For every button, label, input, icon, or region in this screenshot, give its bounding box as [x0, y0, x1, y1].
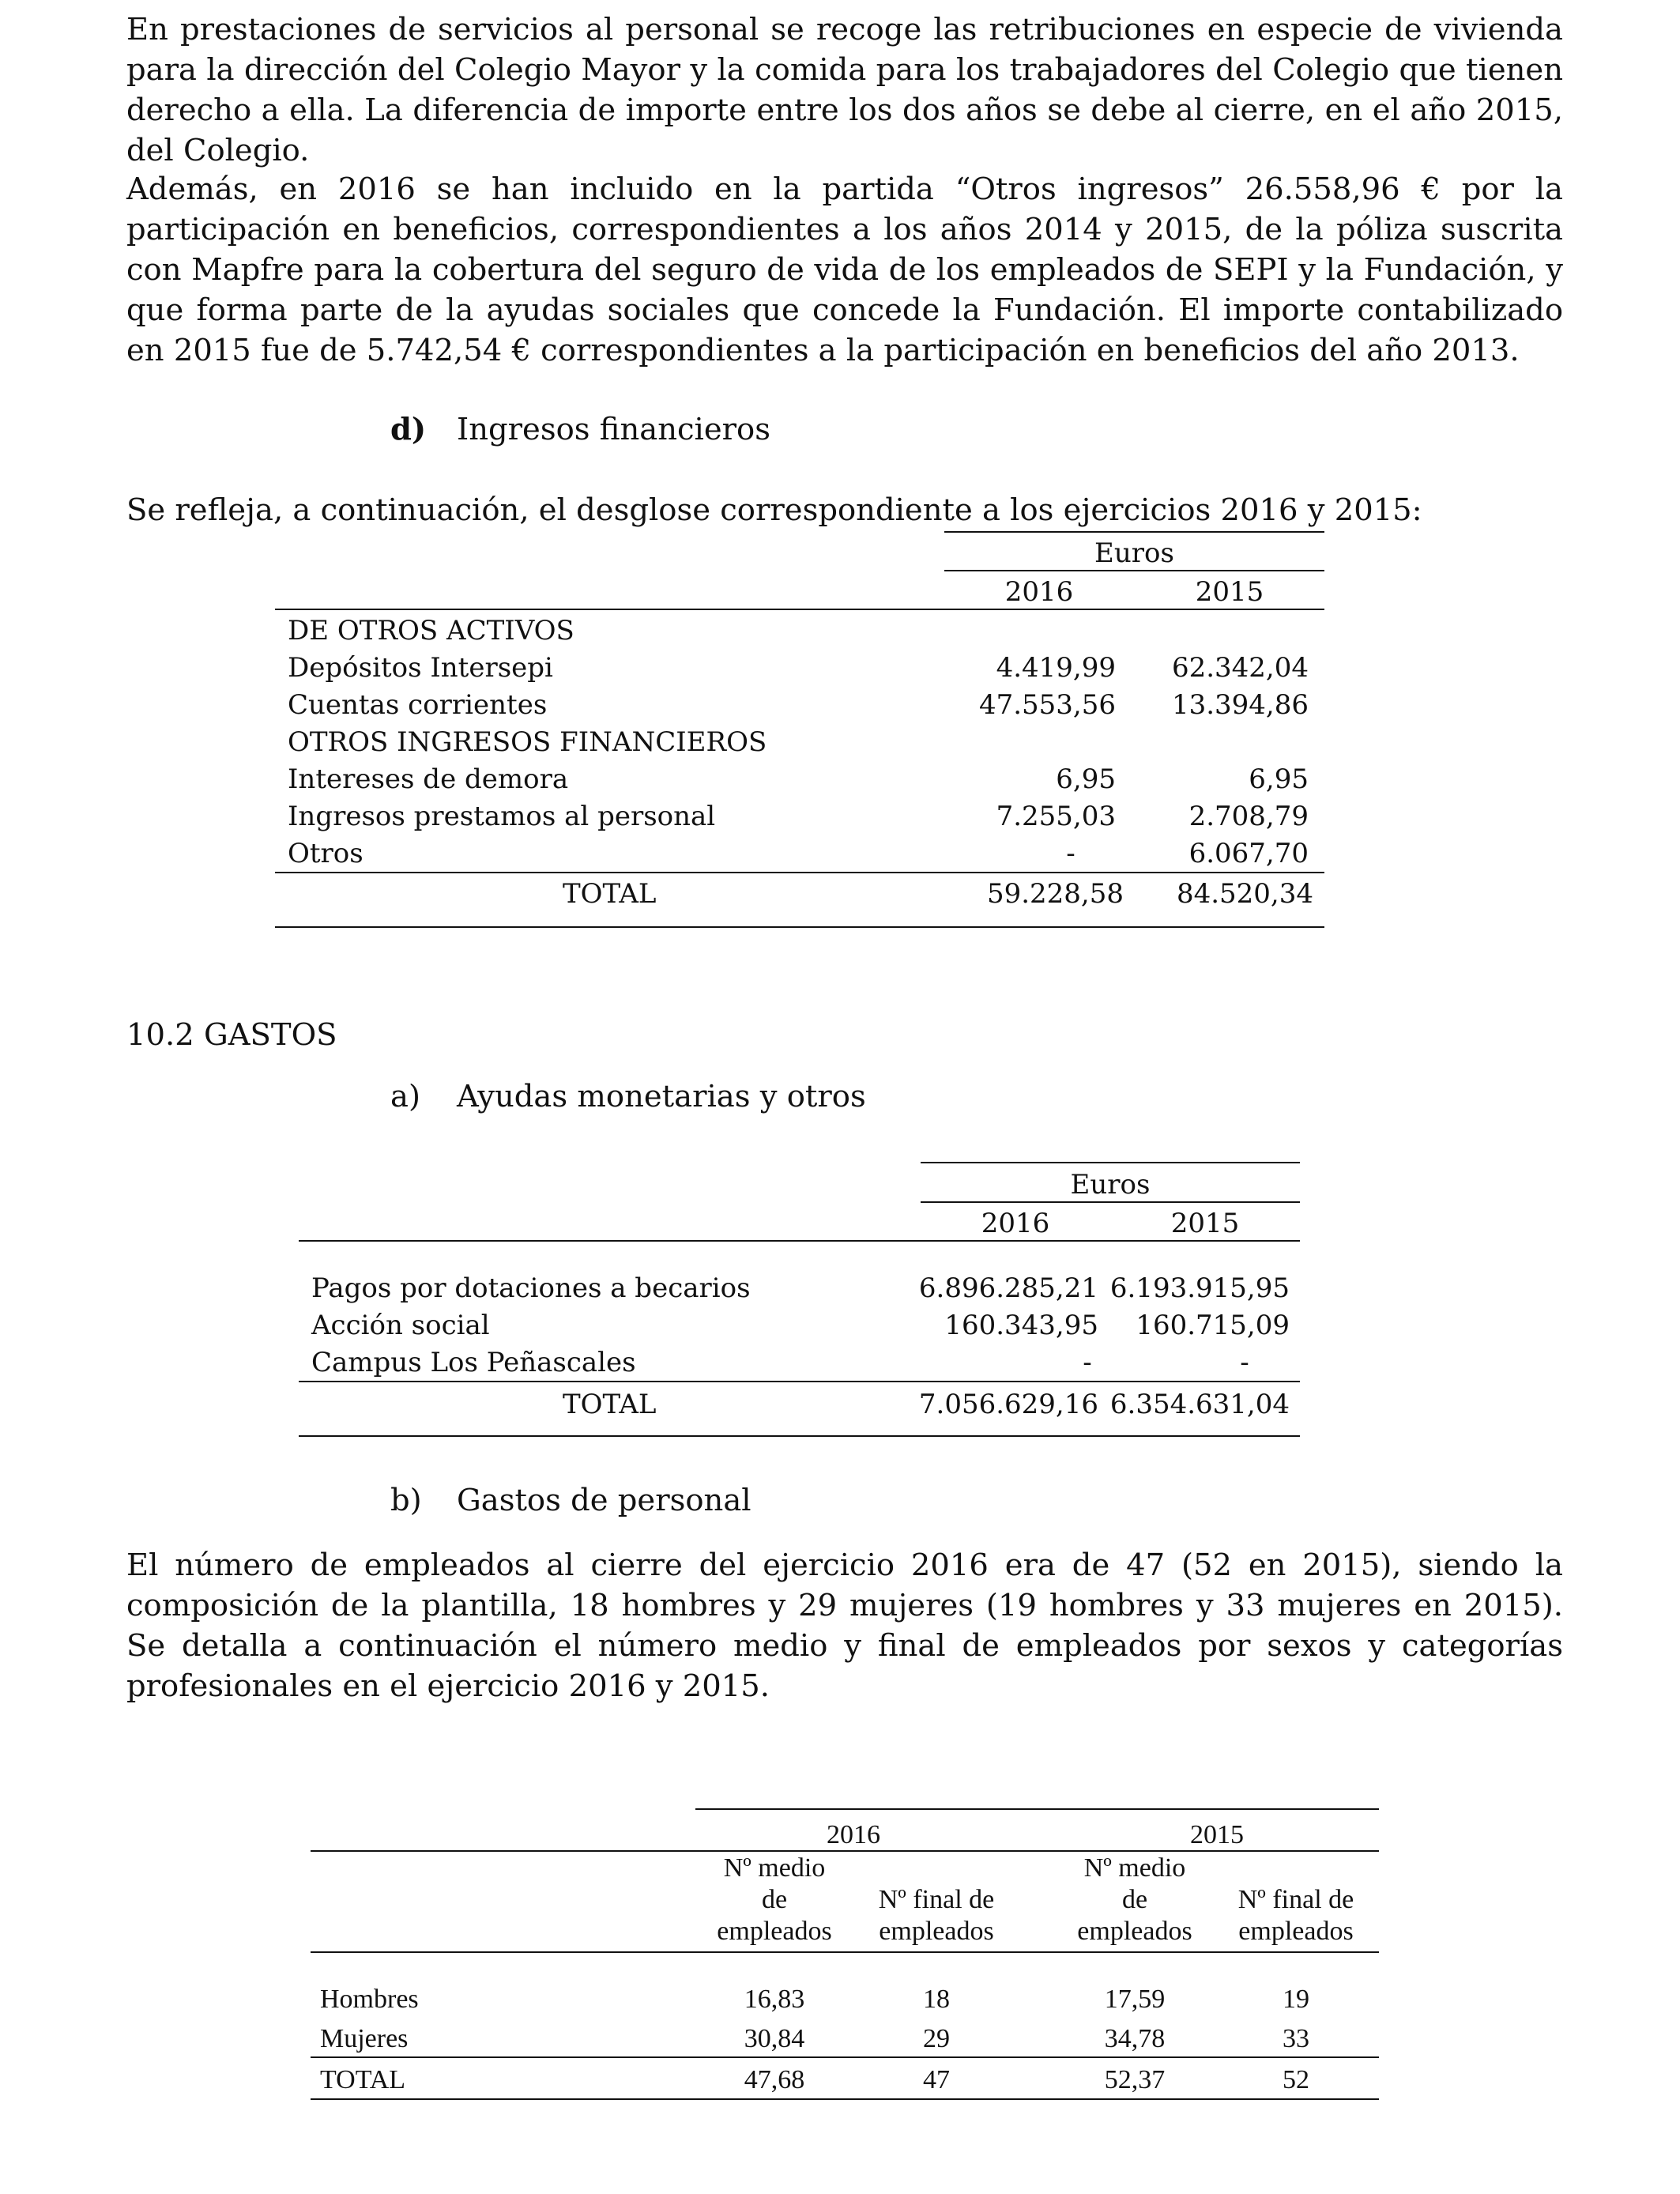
value-2016: 4.419,99 — [996, 652, 1116, 684]
heading-letter: d) — [390, 412, 427, 447]
total-label: TOTAL — [563, 1389, 657, 1420]
medio-2016: 30,84 — [744, 2024, 805, 2053]
row-label: DE OTROS ACTIVOS — [288, 615, 574, 647]
table-rule — [275, 872, 1324, 873]
year-header: 2016 — [827, 1820, 880, 1849]
row-label: Acción social — [311, 1310, 490, 1341]
total-2016: 7.056.629,16 — [918, 1389, 1098, 1420]
total-2016: 59.228,58 — [986, 878, 1124, 910]
col-header-medio-2016: Nº medio — [723, 1853, 826, 1883]
value-2016: 7.255,03 — [996, 801, 1116, 832]
table-rule — [275, 609, 1324, 610]
table-rule — [944, 570, 1324, 571]
value-2015: - — [1240, 1347, 1249, 1378]
paragraph-desglose: Se refleja, a continuación, el desglose correspondiente a los ejercicios 2016 y 2015: — [126, 492, 1422, 528]
row-label: Campus Los Peñascales — [311, 1347, 636, 1378]
value-2015: 13.394,86 — [1171, 689, 1309, 721]
final-2015: 33 — [1283, 2024, 1309, 2053]
row-label: Hombres — [320, 1985, 419, 2014]
value-2016: 6.896.285,21 — [918, 1272, 1098, 1304]
medio-2015: 34,78 — [1104, 2024, 1166, 2053]
value-2016: 47.553,56 — [978, 689, 1116, 721]
year-header: 2016 — [1004, 576, 1074, 608]
value-2015: 6.067,70 — [1188, 838, 1309, 869]
unit-header: Euros — [1070, 1169, 1151, 1201]
table-rule — [275, 926, 1324, 928]
heading-text: Ayudas monetarias y otros — [457, 1079, 866, 1114]
unit-header: Euros — [1094, 537, 1174, 569]
medio-2015: 17,59 — [1104, 1985, 1166, 2014]
heading-text: Ingresos financieros — [457, 412, 770, 447]
value-2015: 6.193.915,95 — [1109, 1272, 1290, 1304]
row-label: Intereses de demora — [288, 763, 569, 795]
value-2015: 2.708,79 — [1188, 801, 1309, 832]
final-2015: 52 — [1283, 2065, 1309, 2094]
value-2015: 6,95 — [1249, 763, 1309, 795]
table-rule — [299, 1435, 1300, 1437]
row-label: Pagos por dotaciones a becarios — [311, 1272, 751, 1304]
col-header-medio-2015: empleados — [1077, 1917, 1192, 1946]
medio-2016: 47,68 — [744, 2065, 805, 2094]
table-rule — [944, 531, 1324, 533]
heading-letter: b) — [390, 1483, 422, 1518]
section-title-gastos: 10.2 GASTOS — [126, 1017, 337, 1053]
year-header: 2016 — [981, 1208, 1050, 1239]
value-2016: 6,95 — [1056, 763, 1116, 795]
table-rule — [921, 1162, 1300, 1163]
final-2016: 47 — [923, 2065, 950, 2094]
col-header-final-2015: Nº final de — [1237, 1885, 1354, 1914]
table-rule — [695, 1808, 1379, 1810]
value-2016: - — [1083, 1347, 1092, 1378]
value-2016: - — [1066, 838, 1075, 869]
heading-letter: a) — [390, 1079, 420, 1114]
row-label: Cuentas corrientes — [288, 689, 548, 721]
heading-ayudas — [390, 1076, 866, 1117]
value-2016: 160.343,95 — [944, 1310, 1098, 1341]
value-2015: 62.342,04 — [1171, 652, 1309, 684]
paragraph-prestaciones: En prestaciones de servicios al personal se recoge las retribuciones en especie de vivienda para la dirección del Colegio Mayor y la comida para los trabajadores del Colegio que tienen derecho a ella. La diferencia de importe entre los dos años se debe al cierre, en el año 2015, del Colegio. — [126, 12, 1563, 168]
total-2015: 6.354.631,04 — [1109, 1389, 1290, 1420]
col-header-final-2016: empleados — [879, 1917, 994, 1946]
table-rule — [921, 1201, 1300, 1203]
year-header: 2015 — [1190, 1820, 1244, 1849]
col-header-medio-2016: de — [761, 1885, 788, 1914]
col-header-final-2016: Nº final de — [878, 1885, 995, 1914]
table-rule — [311, 2098, 1379, 2100]
medio-2015: 52,37 — [1104, 2065, 1166, 2094]
table-rule — [311, 2056, 1379, 2058]
value-2015: 160.715,09 — [1136, 1310, 1290, 1341]
total-label: TOTAL — [563, 878, 657, 910]
heading-ingresos-financieros — [390, 409, 770, 450]
table-rule — [311, 1951, 1379, 1953]
row-label: OTROS INGRESOS FINANCIEROS — [288, 726, 767, 758]
final-2016: 29 — [923, 2024, 950, 2053]
col-header-medio-2015: Nº medio — [1083, 1853, 1186, 1883]
final-2016: 18 — [923, 1985, 950, 2014]
table-rule — [299, 1240, 1300, 1242]
row-label: TOTAL — [320, 2065, 406, 2094]
row-label: Ingresos prestamos al personal — [288, 801, 716, 832]
row-label: Mujeres — [320, 2024, 409, 2053]
total-2015: 84.520,34 — [1176, 878, 1313, 910]
paragraph-otros-ingresos: Además, en 2016 se han incluido en la partida “Otros ingresos” 26.558,96 € por la participación en beneficios, correspondientes a los años 2014 y 2015, de la póliza suscrita con Mapfre para la cobertura del seguro de vida de los empleados de SEPI y la Fundación, y que forma parte de la ayudas sociales que concede la Fundación. El importe contabilizado en 2015 fue de 5.742,54 € correspondientes a la participación en beneficios del año 2013. — [126, 172, 1563, 368]
medio-2016: 16,83 — [744, 1985, 805, 2014]
row-label: Otros — [288, 838, 363, 869]
heading-text: Gastos de personal — [457, 1483, 751, 1518]
table-rule — [299, 1381, 1300, 1382]
paragraph-empleados: El número de empleados al cierre del ejercicio 2016 era de 47 (52 en 2015), siendo la composición de la plantilla, 18 hombres y 29 mujeres (19 hombres y 33 mujeres en 2015). Se detalla a continuación el número medio y final de empleados por sexos y categorías profesionales en el ejercicio 2016 y 2015. — [126, 1547, 1563, 1704]
final-2015: 19 — [1283, 1985, 1309, 2014]
heading-gastos-personal — [390, 1480, 751, 1521]
row-label: Depósitos Intersepi — [288, 652, 553, 684]
year-header: 2015 — [1195, 576, 1264, 608]
year-header: 2015 — [1170, 1208, 1240, 1239]
col-header-medio-2016: empleados — [717, 1917, 832, 1946]
col-header-medio-2015: de — [1121, 1885, 1148, 1914]
col-header-final-2015: empleados — [1238, 1917, 1354, 1946]
